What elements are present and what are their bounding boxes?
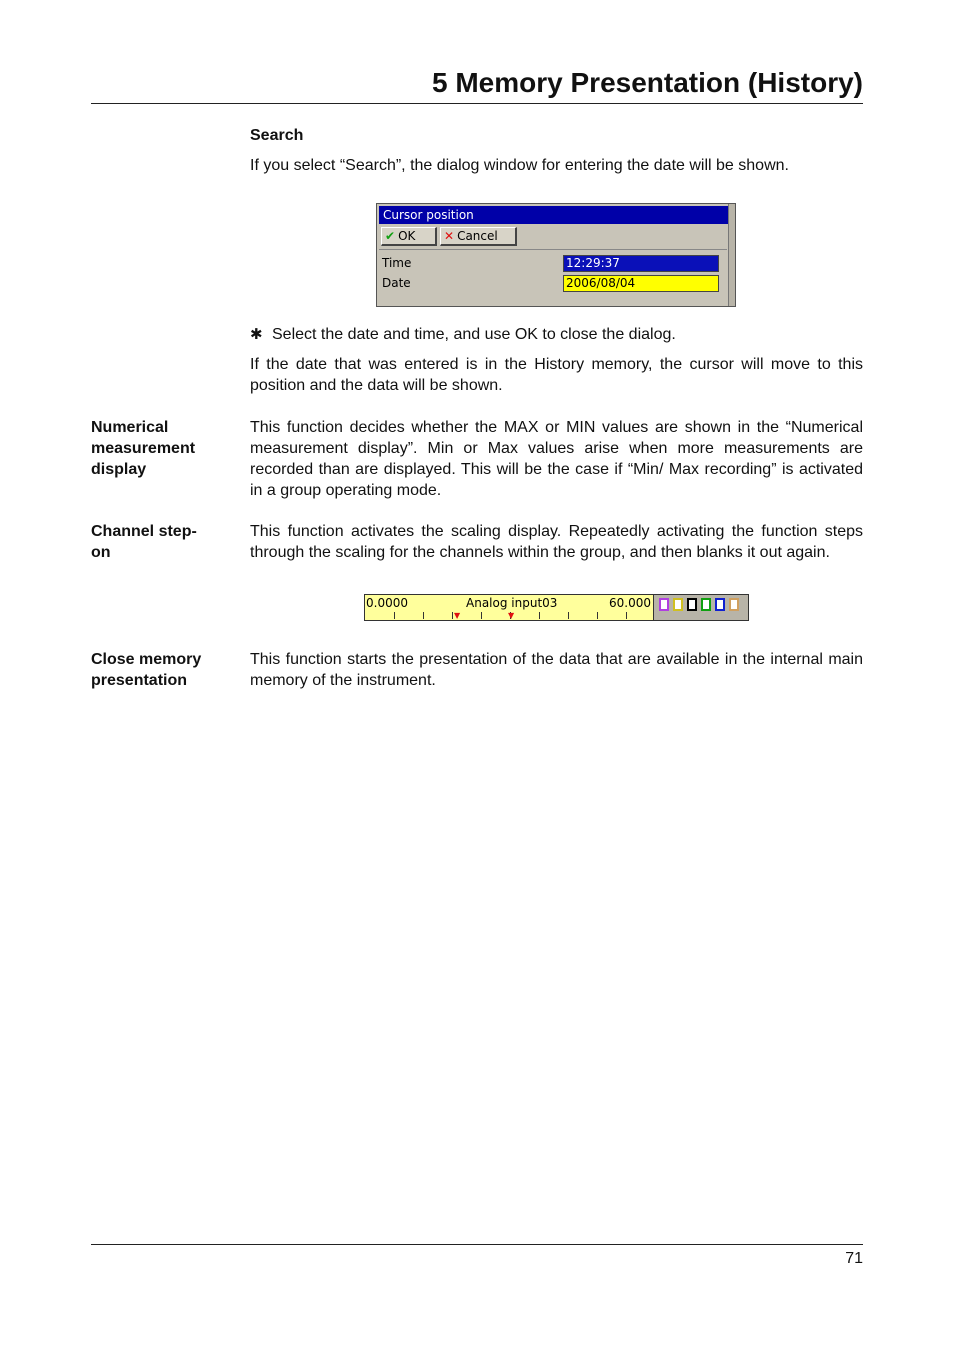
cursor-position-dialog [376, 203, 736, 307]
close-memory-label-line: presentation [91, 672, 188, 689]
scale-tick [452, 612, 453, 619]
search-step: Select the date and time, and use OK to close the dialog. [272, 326, 676, 343]
cancel-button[interactable] [440, 227, 517, 246]
close-icon: ✕ [444, 229, 455, 243]
scale-area [365, 595, 654, 620]
time-label: Time [382, 256, 412, 270]
channel-label [91, 521, 231, 563]
scaling-display-bar [364, 594, 749, 621]
scale-tick [626, 612, 627, 619]
scale-tick [597, 612, 598, 619]
numerical-label-line: display [91, 461, 147, 478]
channel-button-icon[interactable] [701, 598, 711, 611]
time-input[interactable]: 12:29:37 [563, 255, 719, 272]
numerical-label-line: Numerical [91, 419, 169, 436]
scale-tick [568, 612, 569, 619]
close-memory-text: This function starts the presentation of the data that are available in the internal main memory of the instrument. [250, 651, 863, 689]
numerical-label [91, 417, 231, 480]
chapter-title: 5 Memory Presentation (History) [432, 67, 863, 98]
ok-button-label: OK [398, 229, 416, 243]
cancel-button-label: Cancel [457, 229, 498, 243]
date-input[interactable]: 2006/08/04 [563, 275, 719, 292]
check-icon: ✔ [385, 229, 396, 243]
channel-text: This function activates the scaling display. Repeatedly activating the function steps through the scaling for the channels within the group, and then blanks it out again. [250, 523, 863, 561]
close-memory-label-line: Close memory [91, 651, 202, 668]
dialog-frame-edge [728, 204, 735, 306]
date-label: Date [382, 276, 411, 290]
footer-rule [91, 1244, 863, 1245]
scale-max-value: 60.000 [609, 596, 651, 610]
scale-tick [423, 612, 424, 619]
search-note: If the date that was entered is in the History memory, the cursor will move to this position and the data will be shown. [250, 356, 863, 394]
scale-tick [394, 612, 395, 619]
search-heading: Search [250, 127, 304, 144]
numerical-text: This function decides whether the MAX or MIN values are shown in the “Numerical measurement display”. Min or Max values arise when more measurements are recorded than are displayed. This will be the case if “Min/ Max recording” is activated in a group operating mode. [250, 419, 863, 499]
step-bullet: ✱ [250, 326, 263, 343]
channel-button-icon[interactable] [659, 598, 669, 611]
scale-tick [539, 612, 540, 619]
toolbar-divider [379, 249, 727, 250]
ok-button[interactable] [381, 227, 437, 246]
limit-marker-icon: ▼ [508, 611, 515, 620]
page-number: 71 [845, 1250, 863, 1267]
search-intro: If you select “Search”, the dialog window for entering the date will be shown. [250, 157, 789, 174]
channel-label-line: on [91, 544, 111, 561]
channel-label-line: Channel step- [91, 523, 197, 540]
channel-button-icon[interactable] [673, 598, 683, 611]
header-rule [91, 103, 863, 104]
channel-button-icon[interactable] [715, 598, 725, 611]
scale-channel-name: Analog input03 [466, 596, 558, 610]
channel-button-icon[interactable] [687, 598, 697, 611]
scale-min-value: 0.0000 [366, 596, 408, 610]
channel-button-icon[interactable] [729, 598, 739, 611]
limit-marker-icon: ▼ [454, 611, 461, 620]
scale-tick [481, 612, 482, 619]
close-memory-label [91, 649, 231, 691]
dialog-titlebar: Cursor position [379, 206, 729, 224]
numerical-label-line: measurement [91, 440, 196, 457]
